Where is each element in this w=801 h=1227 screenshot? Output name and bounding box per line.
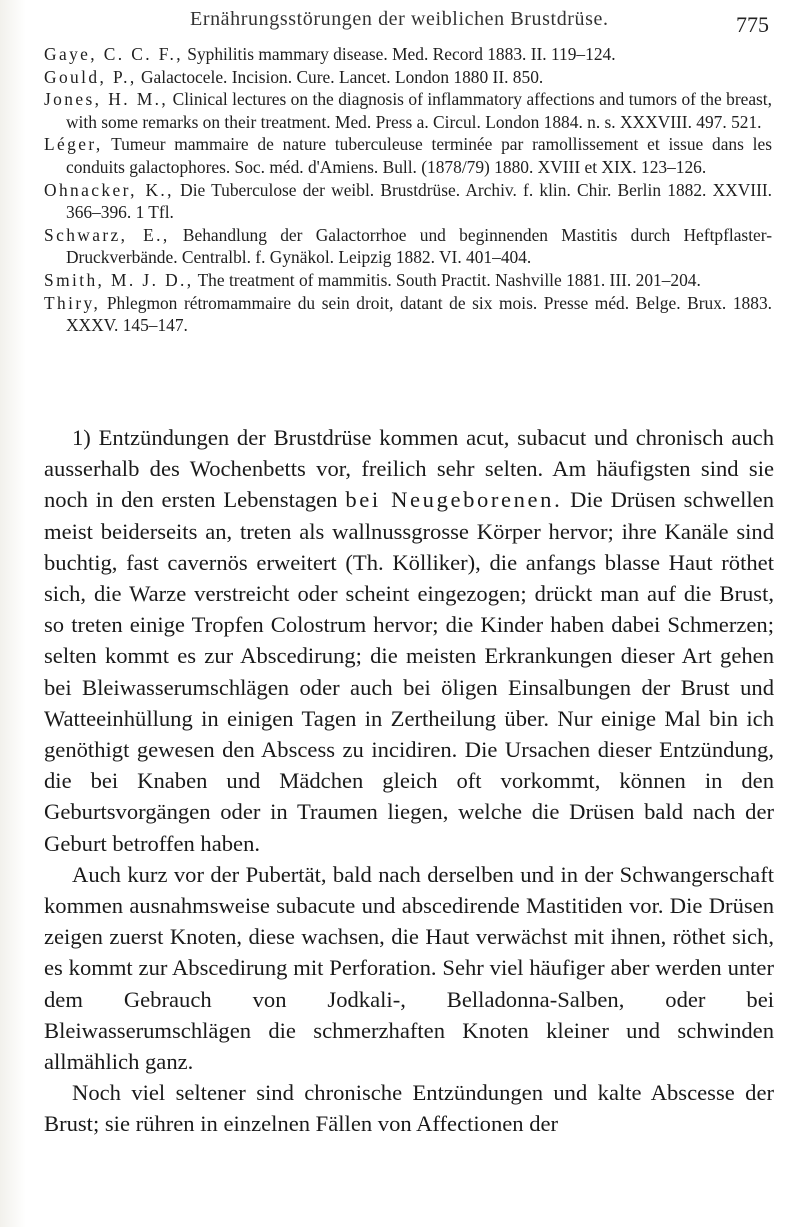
- reference-author: Gould, P.,: [44, 66, 137, 87]
- running-title: Ernährungsstörungen der weiblichen Brustdrüse.: [190, 8, 609, 30]
- reference-author: Smith, M. J. D.,: [44, 269, 194, 290]
- bibliography-entry: [44, 88, 772, 133]
- bibliography-entry: [44, 179, 772, 224]
- bibliography-entry: [44, 133, 772, 178]
- bibliography-entry: [44, 66, 772, 89]
- bibliography-entry: [44, 292, 772, 337]
- reference-author: Thiry,: [44, 292, 101, 313]
- reference-author: Léger,: [44, 134, 103, 155]
- paragraph: Auch kurz vor der Pubertät, bald nach derselben und in der Schwangerschaft kommen ausnahmsweise subacute und abscedirende Mastitiden vor. Die Drüsen zeigen zuerst Knoten, diese wachsen, die Haut verwächst mit ihnen, röthet sich, es kommt zur Abscedirung mit Perforation. Sehr viel häufiger aber werden unter dem Gebrauch von Jodkali-, Belladonna-Salben, oder bei Bleiwasserumschlägen die schmerzhaften Knoten kleiner und schwinden allmählich ganz.: [44, 861, 774, 1075]
- reference-author: Ohnacker, K.,: [44, 179, 174, 200]
- reference-text: Die Tuberculose der weibl. Brustdrüse. Archiv. f. klin. Chir. Berlin 1882. XXVIII. 366–396. 1 Tfl.: [66, 179, 772, 223]
- bibliography-entry: [44, 43, 772, 66]
- reference-text: Tumeur mammaire de nature tuberculeuse terminée par ramollissement et issue dans les conduits galactophores. Soc. méd. d'Amiens. Bull. (1878/79) 1880. XVIII et XIX. 123–126.: [66, 134, 772, 177]
- reference-author: Gaye, C. C. F.,: [44, 44, 183, 64]
- paragraph: [44, 422, 774, 859]
- reference-text: Galactocele. Incision. Cure. Lancet. London 1880 II. 850.: [136, 66, 544, 87]
- bibliography-entry: [44, 269, 772, 292]
- bibliography-entry: [44, 224, 772, 269]
- reference-text: The treatment of mammitis. South Practit. Nashville 1881. III. 201–204.: [193, 269, 701, 290]
- main-text: [44, 422, 774, 1140]
- page-number: 775: [736, 12, 769, 37]
- reference-text: Behandlung der Galactorrhoe und beginnenden Mastitis durch Heftpflaster-Druckverbände. Centralbl. f. Gynäkol. Leipzig 1882. VI. 401–404.: [66, 224, 772, 268]
- bibliography-list: [44, 43, 772, 337]
- reference-author: Schwarz, E.,: [44, 224, 170, 245]
- emphasis-text: bei Neugeborenen.: [345, 487, 563, 513]
- paragraph-rest: Die Drüsen schwellen meist beiderseits an, treten als wallnussgrosse Körper hervor; ihre Kanäle sind buchtig, fast cavernös erweitert (Th. Kölliker), die anfangs blasse Haut röthet sich, die Warze verstreicht oder scheint eingezogen; drückt man auf die Brust, so treten einige Tropfen Colostrum hervor; die Kinder haben dabei Schmerzen; selten kommt es zur Abscedirung; die meisten Erkrankungen dieser Art gehen bei Bleiwasserumschlägen oder auch bei öligen Einsalbungen der Brust und Watteeinhüllung in einigen Tagen in Zertheilung über. Nur einige Mal bin ich genöthigt gewesen den Abscess zu incidiren. Die Ursachen dieser Entzündung, die bei Knaben und Mädchen gleich oft vorkommt, können in den Geburtsvorgängen oder in Traumen liegen, welche die Drüsen bald nach der Geburt betroffen haben.: [44, 487, 774, 856]
- reference-text: Phlegmon rétromammaire du sein droit, datant de six mois. Presse méd. Belge. Brux. 1883. XXXV. 145–147.: [66, 292, 772, 336]
- page-header: [0, 4, 801, 44]
- reference-author: Jones, H. M.,: [44, 89, 169, 110]
- reference-text: Clinical lectures on the diagnosis of inflammatory affections and tumors of the breast, with some remarks on their treatment. Med. Press a. Circul. London 1884. n. s. XXXVIII. 497. 521.: [66, 89, 772, 132]
- paragraph-lead: 1) Entzündungen der Brustdrüse kommen acut, subacut und chronisch auch ausserhalb des Wochenbetts vor, freilich sehr selten. Am häufigsten sind sie noch in den ersten Lebenstagen: [44, 425, 774, 513]
- reference-text: Syphilitis mammary disease. Med. Record 1883. II. 119–124.: [182, 44, 616, 64]
- paragraph: Noch viel seltener sind chronische Entzündungen und kalte Abscesse der Brust; sie rühren in einzelnen Fällen von Affectionen der: [44, 1080, 774, 1137]
